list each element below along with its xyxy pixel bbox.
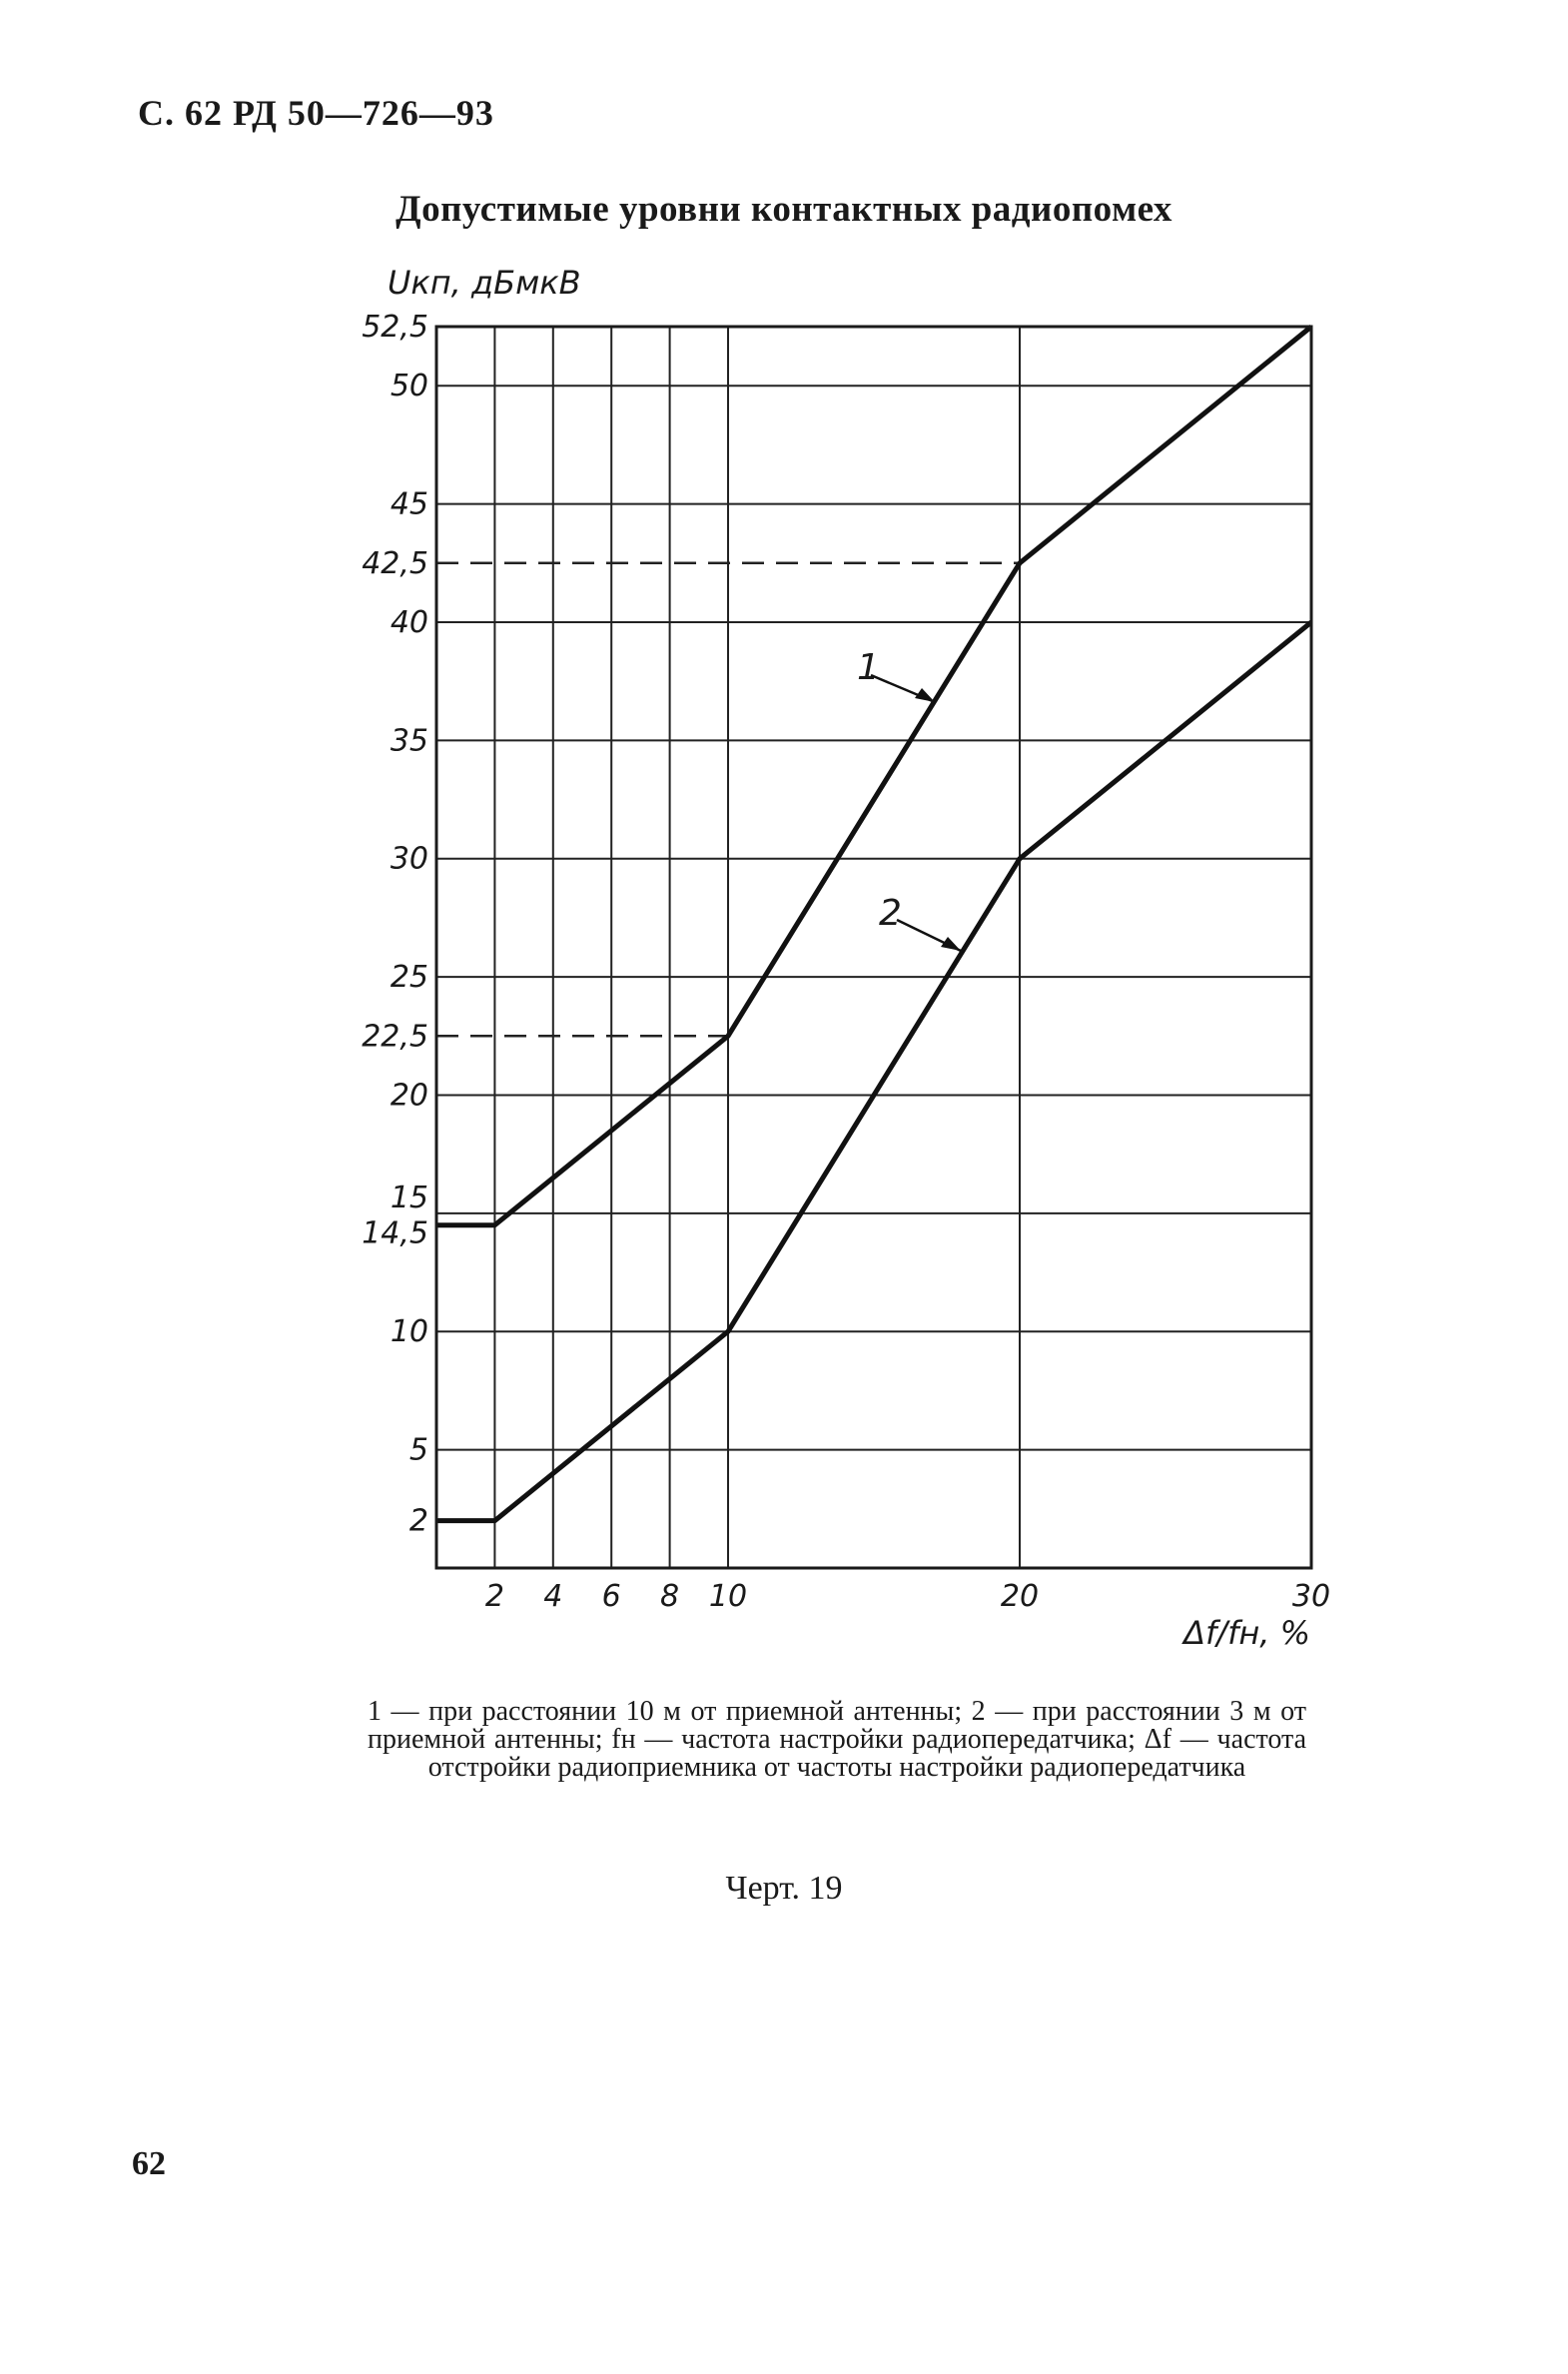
figure-caption: Черт. 19 xyxy=(725,1870,843,1907)
x-tick-label: 20 xyxy=(1000,1579,1040,1614)
x-tick-label: 4 xyxy=(543,1579,563,1614)
y-tick-label: 35 xyxy=(390,723,428,759)
x-tick-label: 10 xyxy=(708,1579,748,1614)
y-tick-label: 5 xyxy=(408,1432,428,1468)
series-arrowhead-2 xyxy=(941,937,961,951)
tick-labels xyxy=(362,310,1330,1614)
y-tick-label: 15 xyxy=(390,1180,428,1215)
y-tick-label: 22,5 xyxy=(362,1019,428,1055)
page-number: 62 xyxy=(132,2145,166,2182)
y-tick-label: 2 xyxy=(408,1503,428,1539)
x-tick-label: 8 xyxy=(660,1579,680,1614)
series-line-2 xyxy=(436,622,1311,1521)
x-axis-label: Δf/fн, % xyxy=(1183,1614,1310,1652)
y-tick-label: 30 xyxy=(390,841,428,877)
grid-lines xyxy=(436,327,1311,1568)
y-tick-label: 50 xyxy=(390,369,428,404)
x-tick-label: 6 xyxy=(601,1579,621,1614)
series-arrowhead-1 xyxy=(915,688,935,702)
y-tick-label: 40 xyxy=(390,604,428,640)
chart-title: Допустимые уровни контактных радиопомех xyxy=(395,189,1173,230)
page-header: С. 62 РД 50—726—93 xyxy=(138,93,494,133)
y-tick-label: 10 xyxy=(390,1314,428,1350)
x-tick-label: 30 xyxy=(1291,1579,1331,1614)
y-tick-label: 25 xyxy=(390,960,428,996)
x-tick-label: 2 xyxy=(484,1579,504,1614)
series-label-2: 2 xyxy=(879,893,902,934)
y-tick-label: 14,5 xyxy=(362,1215,428,1251)
y-tick-label: 52,5 xyxy=(362,310,428,345)
y-tick-label: 45 xyxy=(390,486,428,522)
series-lines xyxy=(436,327,1311,1521)
y-tick-label: 20 xyxy=(390,1078,428,1114)
plot-frame xyxy=(436,327,1311,1568)
y-axis-label: Uкп, дБмкВ xyxy=(388,264,581,302)
y-tick-label: 42,5 xyxy=(362,545,428,581)
chart-legend-text: 1 — при расстоянии 10 м от приемной антенны; 2 — при расстоянии 3 м от приемной антенны; fн — частота настройки радиопередатчика; Δf — частота отстройки радиоприемника от частоты настройки радиопередатчика xyxy=(368,1696,1306,1783)
series-label-1: 1 xyxy=(857,647,880,688)
